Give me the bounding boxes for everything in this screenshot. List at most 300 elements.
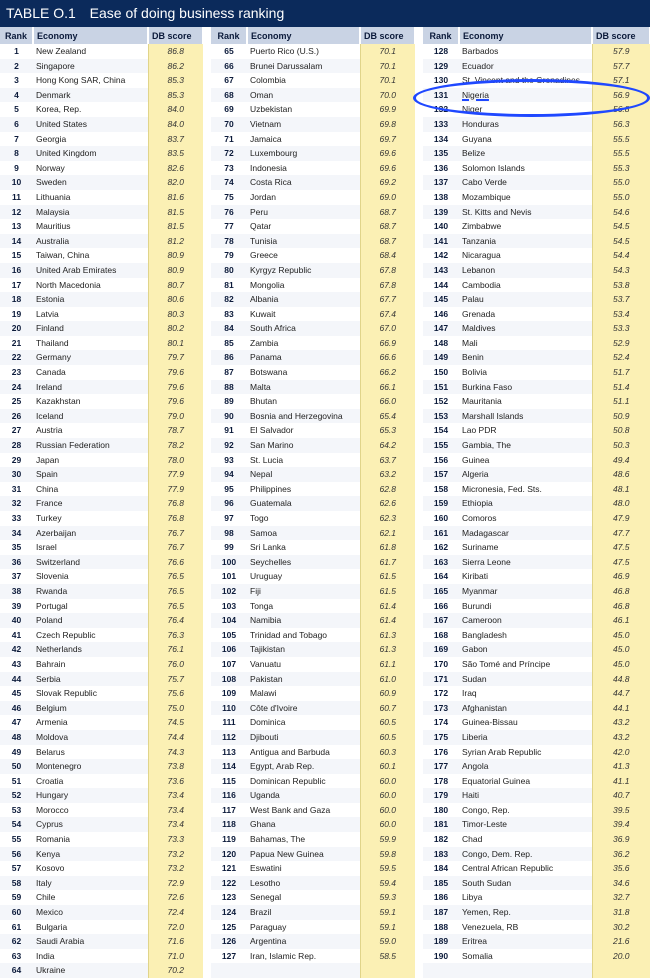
column-gap: [415, 642, 423, 657]
economy-cell: Dominican Republic: [250, 775, 326, 786]
rank-cell: 70: [211, 117, 247, 132]
rank-cell: 119: [222, 834, 236, 845]
rank-cell: 97: [224, 513, 234, 523]
column-gap: [203, 788, 211, 803]
score-cell: 75.0: [148, 701, 203, 716]
score-cell: 76.5: [148, 569, 203, 584]
rank-cell: 131: [423, 88, 459, 103]
column-gap: [415, 205, 423, 220]
economy-cell: Antigua and Barbuda: [250, 746, 330, 757]
table-row: [0, 365, 650, 380]
rank-cell: 150: [433, 367, 449, 378]
score-cell: 60.0: [360, 788, 415, 803]
column-gap: [203, 102, 211, 117]
column-gap: [203, 307, 211, 322]
rank-cell: 74: [211, 175, 247, 190]
column-gap: [203, 263, 211, 278]
rank-cell: 106: [211, 642, 247, 657]
score-cell: 69.6: [360, 146, 415, 161]
score-cell: 51.7: [592, 365, 650, 380]
score-cell: 77.9: [148, 467, 203, 482]
rank-cell: 43: [11, 658, 22, 669]
rank-cell: 17: [11, 279, 22, 290]
score-cell: 61.7: [360, 555, 415, 570]
rank-cell: 126: [211, 934, 247, 949]
score-cell: 44.8: [592, 672, 650, 687]
rank-cell: 89: [224, 396, 234, 407]
column-gap: [415, 730, 423, 745]
column-gap: [203, 832, 211, 847]
score-cell: 52.9: [592, 336, 650, 351]
column-gap: [203, 555, 211, 570]
rank-cell: 81: [224, 279, 234, 290]
rank-cell: 25: [11, 396, 22, 407]
column-gap: [203, 467, 211, 482]
score-cell: 79.6: [148, 394, 203, 409]
score-cell: 66.9: [360, 336, 415, 351]
column-gap: [415, 715, 423, 730]
rank-cell: 27: [11, 425, 22, 436]
column-gap: [415, 613, 423, 628]
economy-cell: Iceland: [33, 409, 148, 424]
score-cell: 54.3: [592, 263, 650, 278]
economy-cell: Croatia: [36, 775, 64, 786]
economy-cell: China: [36, 483, 59, 494]
rank-cell: 30: [0, 467, 33, 482]
column-gap: [203, 730, 211, 745]
score-header: DB score: [360, 27, 415, 44]
rank-cell: 12: [0, 205, 33, 220]
economy-cell: Vanuatu: [250, 658, 282, 669]
rank-cell: 138: [433, 191, 449, 202]
economy-cell: Belgium: [33, 701, 148, 716]
rank-cell: 42: [0, 642, 33, 657]
rank-cell: 64: [0, 963, 33, 978]
rank-cell: 165: [423, 584, 459, 599]
economy-cell: Angola: [459, 759, 592, 774]
score-cell: 66.1: [360, 380, 415, 395]
rank-cell: 2: [0, 59, 33, 74]
score-cell: 73.2: [148, 847, 203, 862]
score-cell: 44.1: [592, 701, 650, 716]
column-gap: [203, 934, 211, 949]
score-cell: 74.4: [148, 730, 203, 745]
column-gap: [203, 423, 211, 438]
economy-cell: Kazakhstan: [36, 396, 81, 407]
table-row: [0, 409, 650, 424]
rank-cell: 11: [12, 191, 21, 202]
rank-cell: 157: [423, 467, 459, 482]
economy-cell: Mauritius: [36, 221, 71, 232]
score-cell: 62.6: [360, 496, 415, 511]
rank-cell: 5: [14, 104, 19, 115]
economy-cell: Haiti: [459, 788, 592, 803]
column-gap: [203, 146, 211, 161]
economy-cell: Guinea: [462, 454, 490, 465]
column-gap: [415, 365, 423, 380]
economy-cell: Sierra Leone: [459, 555, 592, 570]
economy-cell: Malaysia: [33, 205, 148, 220]
column-gap: [203, 44, 211, 59]
score-cell: 80.6: [148, 292, 203, 307]
score-cell: 67.8: [360, 278, 415, 293]
score-cell: 46.8: [592, 599, 650, 614]
column-gap: [203, 394, 211, 409]
economy-header: Economy: [459, 27, 592, 44]
column-gap: [415, 569, 423, 584]
rank-cell: 78: [211, 234, 247, 249]
score-cell: 85.3: [148, 73, 203, 88]
score-cell: 50.3: [592, 438, 650, 453]
economy-cell: Algeria: [459, 467, 592, 482]
rank-cell: 123: [221, 892, 237, 903]
rank-cell: 136: [433, 162, 449, 173]
score-cell: 47.9: [592, 511, 650, 526]
score-cell: 59.0: [360, 934, 415, 949]
score-cell: 68.4: [360, 248, 415, 263]
rank-cell: 39: [11, 600, 22, 611]
column-gap: [203, 88, 211, 103]
economy-cell: Ukraine: [33, 963, 148, 978]
column-gap: [203, 321, 211, 336]
score-cell: 58.5: [360, 949, 415, 964]
column-gap: [415, 278, 423, 293]
score-cell: 86.8: [148, 44, 203, 59]
economy-cell: Benin: [459, 350, 592, 365]
rank-cell: 59: [11, 892, 22, 903]
score-cell: 82.0: [148, 175, 203, 190]
table-row: [0, 949, 650, 964]
table-title: [0, 0, 650, 27]
rank-cell: 47: [11, 717, 22, 728]
table-row: [0, 394, 650, 409]
column-gap: [415, 672, 423, 687]
column-gap: [415, 584, 423, 599]
rank-cell: 33: [11, 513, 22, 523]
economy-cell: [247, 963, 360, 978]
rank-cell: 134: [433, 133, 449, 144]
score-cell: 43.2: [592, 715, 650, 730]
rank-cell: 179: [423, 788, 459, 803]
economy-cell: Rwanda: [33, 584, 148, 599]
economy-cell: Barbados: [462, 46, 499, 56]
economy-cell: Cambodia: [462, 279, 501, 290]
rank-cell: 67: [224, 75, 234, 86]
score-cell: 60.3: [360, 745, 415, 760]
economy-cell: Mali: [462, 337, 478, 348]
score-cell: 55.5: [592, 132, 650, 147]
rank-cell: 128: [433, 46, 449, 56]
rank-cell: 14: [0, 234, 33, 249]
score-cell: 80.1: [148, 336, 203, 351]
score-cell: 21.6: [592, 934, 650, 949]
rank-cell: 79: [224, 250, 234, 261]
economy-cell: St. Lucia: [250, 454, 284, 465]
table-row: [0, 292, 650, 307]
rank-cell: 161: [423, 526, 459, 541]
rank-cell: 160: [433, 513, 449, 523]
rank-cell: 110: [211, 701, 247, 716]
column-gap: [415, 657, 423, 672]
economy-cell: Tunisia: [247, 234, 360, 249]
economy-cell: Latvia: [36, 308, 59, 319]
score-cell: 77.9: [148, 482, 203, 497]
economy-cell: Zimbabwe: [462, 221, 502, 232]
score-cell: 54.5: [592, 234, 650, 249]
economy-cell: St. Vincent and the Grenadines: [462, 75, 580, 86]
rank-cell: 57: [11, 863, 22, 874]
score-cell: 47.5: [592, 540, 650, 555]
score-cell: 80.9: [148, 248, 203, 263]
table-row: [0, 745, 650, 760]
score-cell: 79.6: [148, 365, 203, 380]
score-cell: 56.3: [592, 117, 650, 132]
economy-cell: Iraq: [462, 688, 477, 699]
column-gap: [415, 701, 423, 716]
column-gap: [203, 569, 211, 584]
rank-cell: 145: [423, 292, 459, 307]
rank-cell: 100: [211, 555, 247, 570]
rank-cell: 13: [11, 221, 22, 232]
column-gap: [203, 774, 211, 789]
rank-cell: 156: [433, 454, 449, 465]
economy-cell: Morocco: [36, 804, 69, 815]
rank-cell: 127: [221, 950, 237, 961]
column-gap: [203, 963, 211, 978]
rank-cell: 62: [0, 934, 33, 949]
score-cell: 60.0: [360, 803, 415, 818]
table-row: [0, 234, 650, 249]
rank-cell: [423, 963, 459, 978]
rank-cell: 181: [423, 817, 459, 832]
rank-cell: 169: [423, 642, 459, 657]
rank-cell: 88: [211, 380, 247, 395]
rank-cell: 44: [0, 672, 33, 687]
score-cell: 59.1: [360, 905, 415, 920]
score-cell: 54.6: [592, 205, 650, 220]
economy-cell: Bahrain: [36, 658, 66, 669]
rank-cell: 96: [211, 496, 247, 511]
score-cell: 61.0: [360, 672, 415, 687]
table-row: [0, 861, 650, 876]
column-gap: [415, 73, 423, 88]
column-gap: [415, 949, 423, 964]
table-row: [0, 803, 650, 818]
rank-cell: 153: [423, 409, 459, 424]
score-cell: 69.2: [360, 175, 415, 190]
score-cell: 76.8: [148, 511, 203, 526]
column-gap: [415, 847, 423, 862]
column-gap: [415, 146, 423, 161]
economy-cell: Colombia: [250, 75, 286, 86]
score-cell: 20.0: [592, 949, 650, 964]
rank-cell: 155: [423, 438, 459, 453]
score-cell: 81.2: [148, 234, 203, 249]
table-row: [0, 934, 650, 949]
economy-cell: Cyprus: [33, 817, 148, 832]
score-cell: 56.9: [592, 88, 650, 103]
rank-cell: 36: [0, 555, 33, 570]
score-cell: 72.6: [148, 890, 203, 905]
score-cell: 46.9: [592, 569, 650, 584]
economy-cell: Togo: [250, 513, 269, 523]
table-row: [0, 642, 650, 657]
column-gap: [415, 453, 423, 468]
column-gap: [203, 759, 211, 774]
score-cell: 61.3: [360, 642, 415, 657]
rank-cell: 166: [433, 600, 449, 611]
score-cell: 48.0: [592, 496, 650, 511]
rank-cell: 85: [224, 337, 234, 348]
table-row: [0, 336, 650, 351]
header-row: [0, 27, 650, 44]
score-cell: 62.8: [360, 482, 415, 497]
score-cell: 60.0: [360, 817, 415, 832]
rank-cell: 98: [211, 526, 247, 541]
economy-cell: Bangladesh: [462, 629, 507, 640]
table-row: [0, 672, 650, 687]
rank-cell: 61: [11, 921, 22, 932]
score-cell: 61.3: [360, 628, 415, 643]
score-cell: 60.7: [360, 701, 415, 716]
score-cell: 55.3: [592, 161, 650, 176]
score-cell: 41.3: [592, 759, 650, 774]
rank-cell: 29: [11, 454, 22, 465]
table-row: [0, 701, 650, 716]
table-row: [0, 715, 650, 730]
score-cell: 60.9: [360, 686, 415, 701]
table-row: [0, 161, 650, 176]
column-gap: [415, 963, 423, 978]
economy-cell: Uruguay: [250, 571, 283, 582]
column-gap: [203, 205, 211, 220]
economy-cell: Netherlands: [33, 642, 148, 657]
economy-cell: Peru: [247, 205, 360, 220]
column-gap: [203, 613, 211, 628]
score-cell: 57.9: [592, 44, 650, 59]
economy-cell: Iran, Islamic Rep.: [250, 950, 317, 961]
rank-cell: 93: [224, 454, 234, 465]
rank-cell: 46: [0, 701, 33, 716]
rank-cell: 84: [211, 321, 247, 336]
score-cell: 74.5: [148, 715, 203, 730]
table-row: [0, 307, 650, 322]
economy-cell: Jordan: [250, 191, 276, 202]
economy-cell: Kenya: [33, 847, 148, 862]
economy-cell: Qatar: [250, 221, 272, 232]
economy-header: Economy: [247, 27, 360, 44]
column-gap: [415, 876, 423, 891]
column-gap: [203, 949, 211, 964]
rank-cell: 183: [423, 847, 459, 862]
rank-cell: 40: [0, 613, 33, 628]
score-cell: 76.0: [148, 657, 203, 672]
economy-cell: Djibouti: [247, 730, 360, 745]
score-cell: 71.0: [148, 949, 203, 964]
economy-cell: Russian Federation: [33, 438, 148, 453]
table-row: [0, 496, 650, 511]
column-gap: [203, 248, 211, 263]
rank-cell: 83: [224, 308, 234, 319]
rank-cell: 87: [224, 367, 234, 378]
score-cell: 61.8: [360, 540, 415, 555]
rank-cell: 15: [11, 250, 22, 261]
rank-cell: 101: [221, 571, 237, 582]
table-row: [0, 759, 650, 774]
score-cell: 51.4: [592, 380, 650, 395]
economy-cell: Italy: [33, 876, 148, 891]
rank-cell: 176: [433, 746, 449, 757]
score-cell: 73.6: [148, 774, 203, 789]
column-gap: [203, 190, 211, 205]
rank-cell: 92: [211, 438, 247, 453]
rank-header: Rank: [0, 27, 33, 44]
column-gap: [203, 876, 211, 891]
rank-cell: 187: [423, 905, 459, 920]
economy-cell: Uzbekistan: [250, 104, 293, 115]
column-gap: [415, 788, 423, 803]
column-gap: [203, 890, 211, 905]
rank-cell: 48: [0, 730, 33, 745]
score-cell: 67.8: [360, 263, 415, 278]
table-row: [0, 788, 650, 803]
column-gap: [415, 438, 423, 453]
economy-cell: Equatorial Guinea: [462, 775, 531, 786]
column-gap: [203, 920, 211, 935]
economy-cell: Fiji: [247, 584, 360, 599]
rank-cell: 147: [423, 321, 459, 336]
economy-cell: Malawi: [250, 688, 277, 699]
economy-cell: Congo, Dem. Rep.: [459, 847, 592, 862]
column-gap: [415, 161, 423, 176]
score-cell: 76.6: [148, 555, 203, 570]
column-gap: [415, 920, 423, 935]
column-gap: [415, 496, 423, 511]
rank-cell: 103: [221, 600, 237, 611]
rank-cell: 1: [14, 46, 19, 56]
score-cell: 76.5: [148, 599, 203, 614]
column-gap: [203, 336, 211, 351]
economy-cell: Libya: [462, 892, 483, 903]
rank-cell: 19: [11, 308, 22, 319]
table-row: [0, 380, 650, 395]
score-cell: 68.7: [360, 219, 415, 234]
column-gap: [203, 73, 211, 88]
rank-cell: 114: [211, 759, 247, 774]
rank-cell: 51: [11, 775, 22, 786]
economy-cell: Namibia: [247, 613, 360, 628]
column-gap: [415, 905, 423, 920]
table-row: [0, 321, 650, 336]
score-cell: 59.8: [360, 847, 415, 862]
economy-cell: United Arab Emirates: [33, 263, 148, 278]
column-gap: [415, 102, 423, 117]
column-gap: [415, 132, 423, 147]
economy-cell: Luxembourg: [247, 146, 360, 161]
score-cell: 59.1: [360, 920, 415, 935]
economy-cell: Norway: [36, 162, 65, 173]
rank-cell: 76: [211, 205, 247, 220]
economy-cell: Poland: [33, 613, 148, 628]
rank-cell: 140: [433, 221, 449, 232]
economy-cell: Bosnia and Herzegovina: [247, 409, 360, 424]
economy-cell: Costa Rica: [247, 175, 360, 190]
score-cell: 67.7: [360, 292, 415, 307]
table-row: [0, 511, 650, 526]
score-cell: 39.4: [592, 817, 650, 832]
table-row: [0, 423, 650, 438]
score-cell: 78.2: [148, 438, 203, 453]
